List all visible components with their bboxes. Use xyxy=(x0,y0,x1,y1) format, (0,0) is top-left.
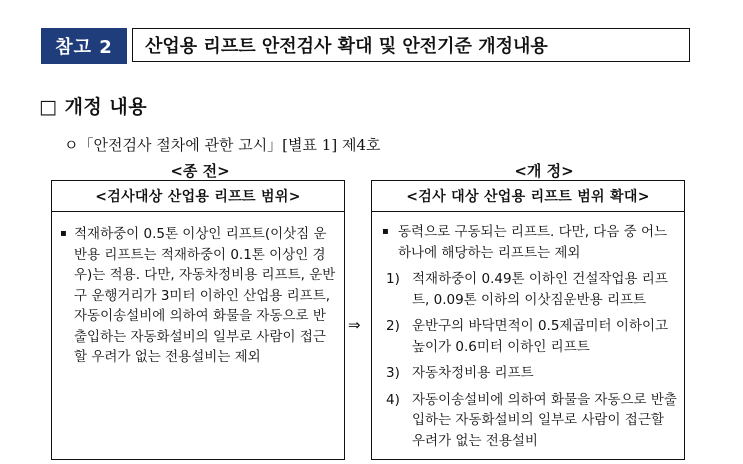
before-column-label: <종 전> xyxy=(170,162,230,180)
after-intro-text: 동력으로 구동되는 리프트. 다만, 다음 중 어느 하나에 해당하는 리프트는 제외 xyxy=(398,224,668,261)
arrow-icon: ⇒ xyxy=(348,316,361,334)
after-box-title: <검사 대상 산업용 리프트 범위 확대> xyxy=(372,181,684,212)
list-item xyxy=(378,390,678,452)
list-item xyxy=(378,363,678,384)
title-badge: 참고 2 xyxy=(41,28,127,64)
before-text: 적재하중이 0.5톤 이상인 리프트(이삿짐 운반용 리프트는 적재하중이 0.1톤 이상인 경우)는 적용. 다만, 자동차정비용 리프트, 운반구 운행거리가 3미터 이하인 산업용 리프트, 자동이송설비에 의하여 화물을 자동으로 반출입하는 자동화설비의 일부로 사람이 접근할 우려가 없는 전용설비는 제외 xyxy=(74,226,336,365)
list-item xyxy=(378,269,678,310)
after-column-label: <개 정> xyxy=(514,162,574,180)
bullet-icon: ▪ xyxy=(382,226,389,237)
page-title: 산업용 리프트 안전검사 확대 및 안전기준 개정내용 xyxy=(132,28,690,62)
list-item-number: 4) xyxy=(386,391,400,408)
before-body xyxy=(52,212,344,368)
list-item-text: 적재하중이 0.49톤 이하인 건설작업용 리프트, 0.09톤 이하의 이삿짐운반용 리프트 xyxy=(412,271,668,308)
reference-line: ㅇ「안전검사 절차에 관한 고시」[별표 1] 제4호 xyxy=(64,136,381,154)
list-item-text: 운반구의 바닥면적이 0.5제곱미터 이하이고 높이가 0.6미터 이하인 리프트 xyxy=(412,318,669,355)
before-box xyxy=(51,180,345,460)
list-item xyxy=(378,316,678,357)
list-item-text: 자동이송설비에 의하여 화물을 자동으로 반출입하는 자동화설비의 일부로 사람이 접근할 우려가 없는 전용설비 xyxy=(412,391,677,449)
list-item-number: 2) xyxy=(386,318,400,334)
list-item-number: 3) xyxy=(386,365,400,381)
after-body xyxy=(372,212,684,451)
section-heading: □ 개정 내용 xyxy=(39,96,148,118)
after-box xyxy=(371,180,685,460)
bullet-icon: ▪ xyxy=(60,228,67,239)
list-item-text: 자동차정비용 리프트 xyxy=(412,365,534,381)
before-box-title: <검사대상 산업용 리프트 범위> xyxy=(52,181,344,212)
list-item-number: 1) xyxy=(386,271,400,287)
after-intro xyxy=(378,222,678,263)
